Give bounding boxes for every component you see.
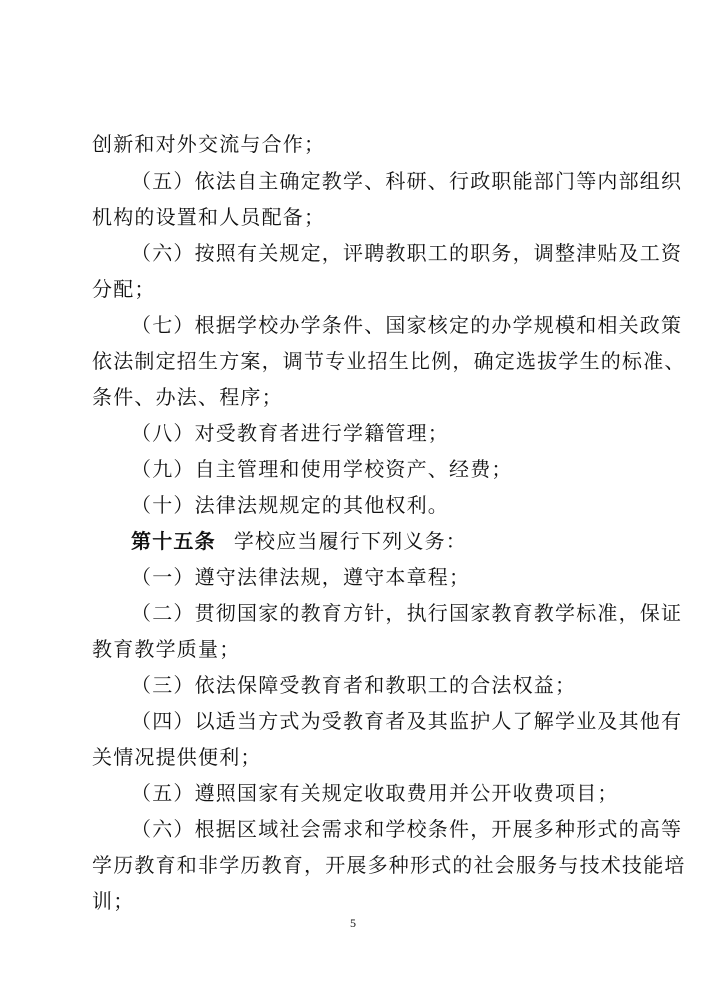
text-line: （六）根据区域社会需求和学校条件，开展多种形式的高等 bbox=[131, 817, 683, 841]
text-line: （一）遵守法律法规，遵守本章程； bbox=[131, 565, 471, 589]
text-line: 创新和对外交流与合作； bbox=[92, 132, 326, 156]
text-line: （八）对受教育者进行学籍管理； bbox=[131, 421, 449, 445]
text-line: 条件、办法、程序； bbox=[92, 385, 283, 409]
article-15-line bbox=[131, 529, 467, 553]
text-line: （十）法律法规规定的其他权利。 bbox=[131, 493, 449, 517]
text-line: （六）按照有关规定，评聘教职工的职务，调整津贴及工资 bbox=[131, 241, 683, 265]
text-line: （五）遵照国家有关规定收取费用并公开收费项目； bbox=[131, 781, 619, 805]
text-line: 学历教育和非学历教育，开展多种形式的社会服务与技术技能培 bbox=[92, 853, 686, 877]
text-line: 分配； bbox=[92, 277, 156, 301]
text-line: （五）依法自主确定教学、科研、行政职能部门等内部组织 bbox=[131, 169, 683, 193]
text-line: 教育教学质量； bbox=[92, 637, 241, 661]
text-line: 机构的设置和人员配备； bbox=[92, 205, 326, 229]
text-line: （二）贯彻国家的教育方针，执行国家教育教学标准，保证 bbox=[131, 601, 683, 625]
text-line: （九）自主管理和使用学校资产、经费； bbox=[131, 457, 513, 481]
text-line: 依法制定招生方案，调节专业招生比例，确定选拔学生的标准、 bbox=[92, 349, 686, 373]
text-line: （三）依法保障受教育者和教职工的合法权益； bbox=[131, 673, 577, 697]
text-line: 关情况提供便利； bbox=[92, 745, 262, 769]
article-text: 学校应当履行下列义务： bbox=[233, 529, 468, 553]
text-line: （四）以适当方式为受教育者及其监护人了解学业及其他有 bbox=[131, 709, 683, 733]
text-line: （七）根据学校办学条件、国家核定的办学规模和相关政策 bbox=[131, 313, 683, 337]
page-number: 5 bbox=[350, 916, 356, 930]
article-heading: 第十五条 bbox=[131, 529, 216, 553]
text-line: 训； bbox=[92, 889, 135, 913]
